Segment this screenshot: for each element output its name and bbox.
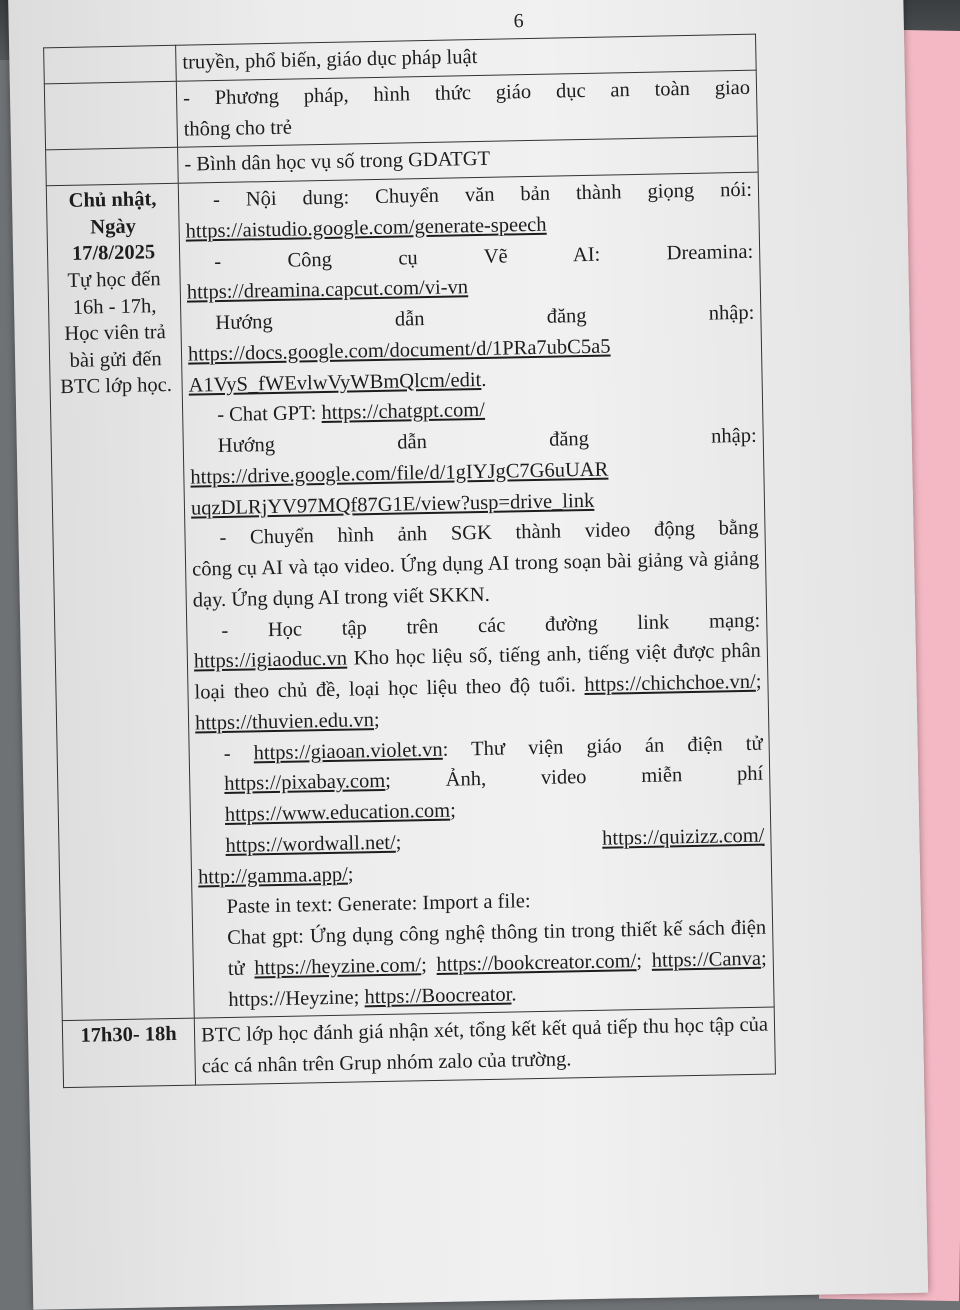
content-text: - Chat GPT: [216,402,322,427]
row-text: truyền, phổ biến, giáo dục pháp luật [176,34,757,81]
row-text: - Phương pháp, hình thức giáo dục an toàn giao [182,76,751,110]
link-heyzine[interactable]: https://heyzine.com/ [254,954,422,980]
session-note: Tự học đến 16h - 17h, Học viên trả bài gửi đến BTC lớp học. [60,268,173,399]
content-text: Chat gpt: Ứng dụng công nghệ thông tin trong thiết kế sách điện tử [227,916,767,980]
link-thuvien[interactable]: https://thuvien.edu.vn [194,708,375,735]
row-text: thông cho trẻ [183,116,293,141]
link-google-doc[interactable]: https://docs.google.com/document/d/1PRa7ubC5a5 [187,335,611,366]
content-text: - Học tập trên các đường link mạng: [221,609,761,642]
link-canva[interactable]: https://Canva [651,947,762,972]
link-quizizz[interactable]: https://quizizz.com/ [601,824,765,850]
content-text: Hướng dẫn đăng nhập: [217,424,757,458]
content-text: ; Ảnh, video miễn phí [384,762,764,793]
link-dreamina[interactable]: https://dreamina.capcut.com/vi-vn [186,276,469,304]
session-content: - Nội dung: Chuyển văn bản thành giọng nói: https://aistudio.google.com/generate-speech - Công cụ Vẽ AI: Dreamina: https://dreamina.capcut.com/vi-vn Hướng dẫn đăng nhập: https://docs.google.com/document/d/1PRa7ubC5a5 A1VyS_fWEvlwVyWBmQlcm/edit. - Chat GPT: https://chatgpt.com/ Hướng dẫn đăng nhập: https://drive.google.com/file/d/1gIYJgC7G6uUAR uqzDLRjYV97MQf87G1E/view?usp=drive_link - Chuyển hình ảnh SGK thành video động bằng công cụ AI và tạo video. Ứng dụng AI trong soạn bài giảng và giảng dạy. Ứng dụng AI trong viết SKKN. - Học tập trên các đường link mạng: https://igiaoduc.vn Kho học liệu số, tiếng anh, tiếng việt được phân loại theo chủ đề, loại học liệu theo độ tuổi. https://chichchoe.vn/; https://thuvien.edu.vn; - https://giaoan.violet.vn: Thư viện giáo án điện tử https://pixabay.com; Ảnh, video miễn phí https://www.education.com; https://wordwall.net/; https://quizizz.com/ http://gamma.app/; Paste in text: Generate: Import a file: Chat gpt: Ứng dụng công nghệ thông tin trong thiết kế sách điện tử https://heyzine.com/; https://bookcreator.com/; https://Canva; https://Heyzine; https://Boocreator. [178,172,774,1018]
link-violet[interactable]: https://giaoan.violet.vn [253,738,443,764]
content-text: - Chuyển hình ảnh SGK thành video động bằng [219,516,759,550]
content-text: Hướng dẫn đăng nhập: [215,301,755,335]
page-number: 6 [513,10,524,33]
content-text: : Thư viện giáo án điện tử [442,732,763,761]
link-igiaoduc[interactable]: https://igiaoduc.vn [193,647,348,673]
link-chichchoe[interactable]: https://chichchoe.vn/ [584,670,756,697]
session-date: Chủ nhật, Ngày 17/8/2025 [68,188,157,266]
session-time: 17h30- 18h [62,1018,195,1087]
link-bookcreator[interactable]: https://bookcreator.com/ [436,949,637,976]
link-gamma[interactable]: http://gamma.app/ [197,863,348,889]
link-pixabay[interactable]: https://pixabay.com [224,770,386,796]
document-page [8,0,928,1310]
link-education[interactable]: https://www.education.com [224,799,451,826]
content-text: công cụ AI và tạo video. Ứng dụng AI trong soạn bài giảng và giảng dạy. Ứng dụng AI trong viết SKKN. [191,547,760,612]
row-text: - Bình dân học vụ số trong GDATGT [178,136,759,183]
content-text: - Nội dung: Chuyển văn bản thành giọng nói: [212,178,753,212]
schedule-table [43,34,776,1088]
session-content: BTC lớp học đánh giá nhận xét, tổng kết kết quả tiếp thu học tập của các cá nhân trên Grup nhóm zalo của trường. [194,1007,775,1085]
link-boocreator[interactable]: https://Boocreator [364,983,512,1008]
content-text: https://Heyzine; [228,985,365,1011]
table-row-closing [62,1007,775,1087]
link-aistudio[interactable]: https://aistudio.google.com/generate-speech [185,213,547,243]
table-row-sunday [46,172,774,1021]
content-text: Kho học liệu số, tiếng anh, tiếng việt được phân loại theo chủ đề, loại học liệu theo độ tuổi. [194,639,762,704]
link-google-doc-cont[interactable]: A1VyS_fWEvlwVyWBmQlcm/edit [188,368,482,397]
link-wordwall[interactable]: https://wordwall.net/ [225,831,396,857]
content-text: Paste in text: Generate: Import a file: [226,890,531,919]
content-text: - Công cụ Vẽ AI: Dreamina: [214,240,754,273]
link-chatgpt[interactable]: https://chatgpt.com/ [321,399,486,425]
link-google-drive-cont[interactable]: uqzDLRjYV97MQf87G1E/view?usp=drive_link [190,489,595,520]
link-google-drive[interactable]: https://drive.google.com/file/d/1gIYJgC7G6uUAR [190,458,609,489]
